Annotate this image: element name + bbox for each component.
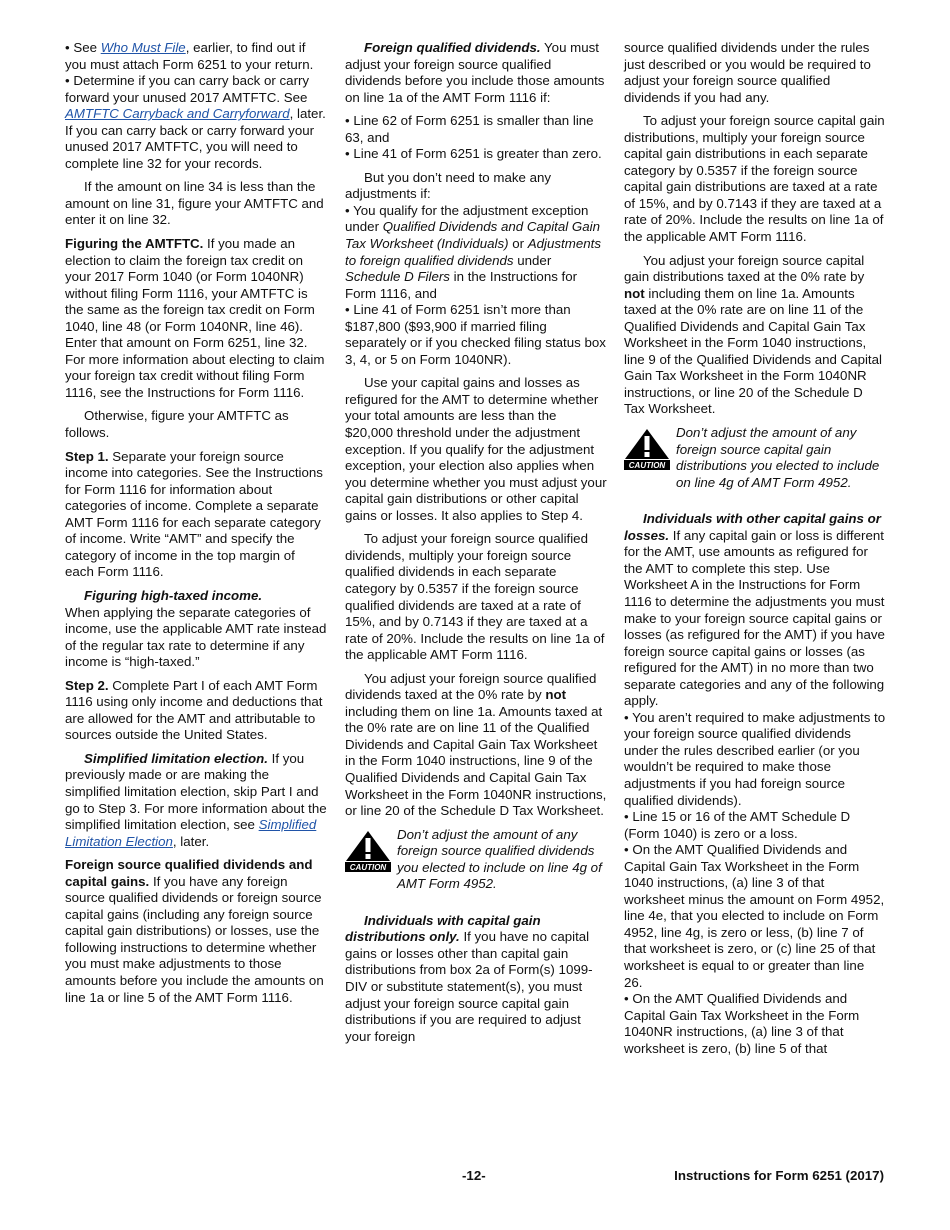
paragraph-foreign-dividends: Foreign qualified dividends. You must adjust your foreign source qualified dividends before you include those amounts on line 1a of the AMT Form 1116 if: bbox=[345, 40, 605, 105]
bullet-who-must-file: • See Who Must File, earlier, to find out if you must attach Form 6251 to your return. bbox=[65, 40, 314, 72]
heading-foreign-source: Foreign source qualified dividends and capital gains. bbox=[65, 857, 313, 889]
paragraph-simplified-limitation: Simplified limitation election. If you previously made or are making the simplified limitation election, skip Part I and go to Step 3. For more information about the simplified limitation election, see Simplified Limitation Election, later. bbox=[65, 750, 327, 849]
bullet: • Line 62 of Form 6251 is smaller than line 63, and bbox=[345, 113, 594, 145]
column-1 bbox=[65, 40, 327, 1013]
caution-note bbox=[624, 425, 886, 491]
paragraph: You adjust your foreign source capital gain distributions taxed at the 0% rate by not including them on line 1a. Amounts taxed at the 0% rate are on line 11 of the Qualified Dividends and Capital Gain Tax Worksheet in the Form 1040 instructions, line 9 of the Qualified Dividends and Capital Gain Tax Worksheet in the Form 1040NR instructions, or line 20 of the Schedule D Tax Worksheet. bbox=[624, 252, 882, 417]
simplified-limitation-link[interactable]: Simplified Limitation Election bbox=[65, 817, 317, 849]
paragraph: To adjust your foreign source qualified dividends, multiply your foreign source qualified dividends in each separate category by 0.5357 if the foreign source qualified dividends are taxed at a rate of 15%, and by 0.7143 if they are taxed at a rate of 20%. Include the results on line 1a of the applicable AMT Form 1116. bbox=[345, 531, 605, 663]
heading-other-capital-gains: Individuals with other capital gains or losses. bbox=[624, 511, 881, 543]
paragraph: You adjust your foreign source qualified dividends taxed at the 0% rate by not including them on line 1a. Amounts taxed at the 0% rate are on line 11 of the Qualified Dividends and Capital Gain Tax Worksheet in the Form 1040 instructions, line 9 of the Qualified Dividends and Capital Gain Tax Worksheet in the Form 1040NR instructions, or line 20 of the Schedule D Tax Worksheet. bbox=[345, 670, 607, 819]
caution-text: Don’t adjust the amount of any foreign source qualified dividends you elected to include on line 4g of AMT Form 4952. bbox=[397, 826, 602, 892]
paragraph-step-1: Step 1. Separate your foreign source income into categories. See the Instructions for Form 1116 for information about categories of income. Complete a separate AMT Form 1116 for each separate category of income. Write “AMT” and specify the category of income in the top margin of each Form 1116. bbox=[65, 448, 323, 580]
paragraph-other-capital-gains: Individuals with other capital gains or losses. If any capital gain or loss is different for the AMT, use amounts as refigured for the AMT to complete this step. Use Worksheet A in the Instructions for Form 1116 to determine the adjustments you must make to your foreign source capital gains or losses (as refigured for the AMT) if you have foreign source capital gains or losses (as refigured for the AMT) in no more than two separate categories and any of the following apply. bbox=[624, 511, 885, 709]
amtftc-carryback-link[interactable]: AMTFTC Carryback and Carryforward bbox=[65, 106, 290, 122]
bullet-carryback: • Determine if you can carry back or carry forward your unused 2017 AMTFTC. See AMTFTC Carryback and Carryforward, later. If you can carry back or carry forward your unused 2017 AMTFTC, you will need to complete line 32 for your records. bbox=[65, 73, 326, 171]
paragraph: If the amount on line 34 is less than the amount on line 31, figure your AMTFTC and enter it on line 32. bbox=[65, 179, 324, 228]
bullet: • On the AMT Qualified Dividends and Capital Gain Tax Worksheet in the Form 1040 instructions, (a) line 3 of that worksheet minus the amount on Form 4952, line 4e, that you elected to include on Form 4952, line 4g, is zero or less, (b) line 7 of that worksheet is zero, or (c) line 25 of that worksheet is equal to or greater than line 26. bbox=[624, 842, 885, 990]
heading-foreign-dividends: Foreign qualified dividends. bbox=[364, 40, 541, 55]
paragraph-high-taxed: Figuring high-taxed income. When applying the separate categories of income, use the applicable AMT rate instead of the regular tax rate to determine if any income is “high-taxed.” bbox=[65, 587, 327, 670]
bullet: • You aren’t required to make adjustments to your foreign source qualified dividends under the rules described earlier (or you wouldn’t be required to make those adjustments if you had foreign source qualified dividends). bbox=[624, 709, 886, 808]
paragraph-foreign-source: Foreign source qualified dividends and capital gains. If you have any foreign source qualified dividends or foreign source capital gains (including any foreign source capital gain distributions) or losses, use the following instructions to determine whether you must make adjustments to those amounts before you include the amounts on line 1a or line 5 of the AMT Form 1116. bbox=[65, 857, 324, 1005]
caution-note bbox=[345, 827, 607, 893]
paragraph-capital-gain-distributions: Individuals with capital gain distributions only. If you have no capital gains or losses other than capital gain distributions from box 2a of Form(s) 1099-DIV or substitute statement(s), you must adjust your foreign source capital gain distributions if you are required to adjust your foreign bbox=[345, 912, 593, 1044]
paragraph: Otherwise, figure your AMTFTC as follows. bbox=[65, 408, 289, 441]
caution-icon bbox=[624, 428, 670, 470]
paragraph-figuring-amtftc: Figuring the AMTFTC. If you made an election to claim the foreign tax credit on your 2017 Form 1040 (or Form 1040NR) without filing Form 1116, your AMTFTC is the same as the foreign tax credit on Form 1040, line 48 (or Form 1040NR, line 46). Enter that amount on Form 6251, line 32. For more information about electing to claim your foreign tax credit without filing Form 1116, see the Instructions for Form 1116. bbox=[65, 236, 325, 400]
who-must-file-link[interactable]: Who Must File bbox=[100, 40, 186, 55]
bullet: • Line 41 of Form 6251 is greater than zero. bbox=[345, 146, 602, 162]
bullet-adjustment-exception: • You qualify for the adjustment exception under Qualified Dividends and Capital Gain Tax Worksheet (Individuals) or Adjustments to foreign qualified dividends under Schedule D Filers in the Instructions for Form 1116, and bbox=[345, 202, 601, 301]
heading-capital-gain-distributions: Individuals with capital gain distributions only. bbox=[345, 912, 541, 945]
paragraph: source qualified dividends under the rules just described or you would be required to adjust your foreign source qualified dividends if you had any. bbox=[624, 40, 871, 105]
heading-figuring-amtftc: Figuring the AMTFTC. bbox=[65, 236, 204, 252]
heading-high-taxed: Figuring high-taxed income. bbox=[84, 587, 263, 603]
heading-step-2: Step 2. bbox=[65, 677, 109, 693]
page-number: -12- bbox=[462, 1168, 486, 1183]
paragraph-step-2: Step 2. Complete Part I of each AMT Form 1116 using only income and deductions that are allowed for the AMT and attributable to sources outside the United States. bbox=[65, 677, 323, 743]
heading-step-1: Step 1. bbox=[65, 448, 109, 464]
caution-label: CAUTION bbox=[628, 461, 666, 471]
bullet: • Line 15 or 16 of the AMT Schedule D (Form 1040) is zero or a loss. bbox=[624, 809, 851, 841]
caution-icon bbox=[345, 830, 391, 872]
bullet: • Line 41 of Form 6251 isn’t more than $187,800 ($93,900 if married filing separately or if you checked filing status box 3, 4, or 5 on Form 1040NR). bbox=[345, 302, 606, 367]
paragraph: But you don’t need to make any adjustments if: bbox=[345, 169, 552, 202]
column-2 bbox=[345, 40, 607, 1052]
bullet: • On the AMT Qualified Dividends and Capital Gain Tax Worksheet in the Form 1040NR instructions, (a) line 3 of that worksheet is zero, (b) line 5 of that bbox=[624, 991, 860, 1056]
paragraph: Use your capital gains and losses as refigured for the AMT to determine whether your total amounts are less than the $20,000 threshold under the adjustment exception. If you qualify for the adjustment exception, your election also applies when you determine whether you must adjust your capital gain distributions or other capital gains or losses. It also applies to Step 4. bbox=[345, 375, 607, 523]
caution-text: Don’t adjust the amount of any foreign source capital gain distributions you elected to include on line 4g of AMT Form 4952. bbox=[676, 425, 880, 490]
heading-simplified-limitation: Simplified limitation election. bbox=[84, 750, 268, 766]
caution-label: CAUTION bbox=[349, 862, 387, 872]
column-3 bbox=[624, 40, 886, 1057]
footer-title: Instructions for Form 6251 (2017) bbox=[674, 1168, 884, 1183]
paragraph: To adjust your foreign source capital gain distributions, multiply your foreign source capital gain distributions in each separate category by 0.5357 if the foreign source capital gain distributions are taxed at a rate of 15%, and by 0.7143 if they are taxed at a rate of 20%. Include the results on line 1a of the applicable AMT Form 1116. bbox=[624, 113, 885, 245]
